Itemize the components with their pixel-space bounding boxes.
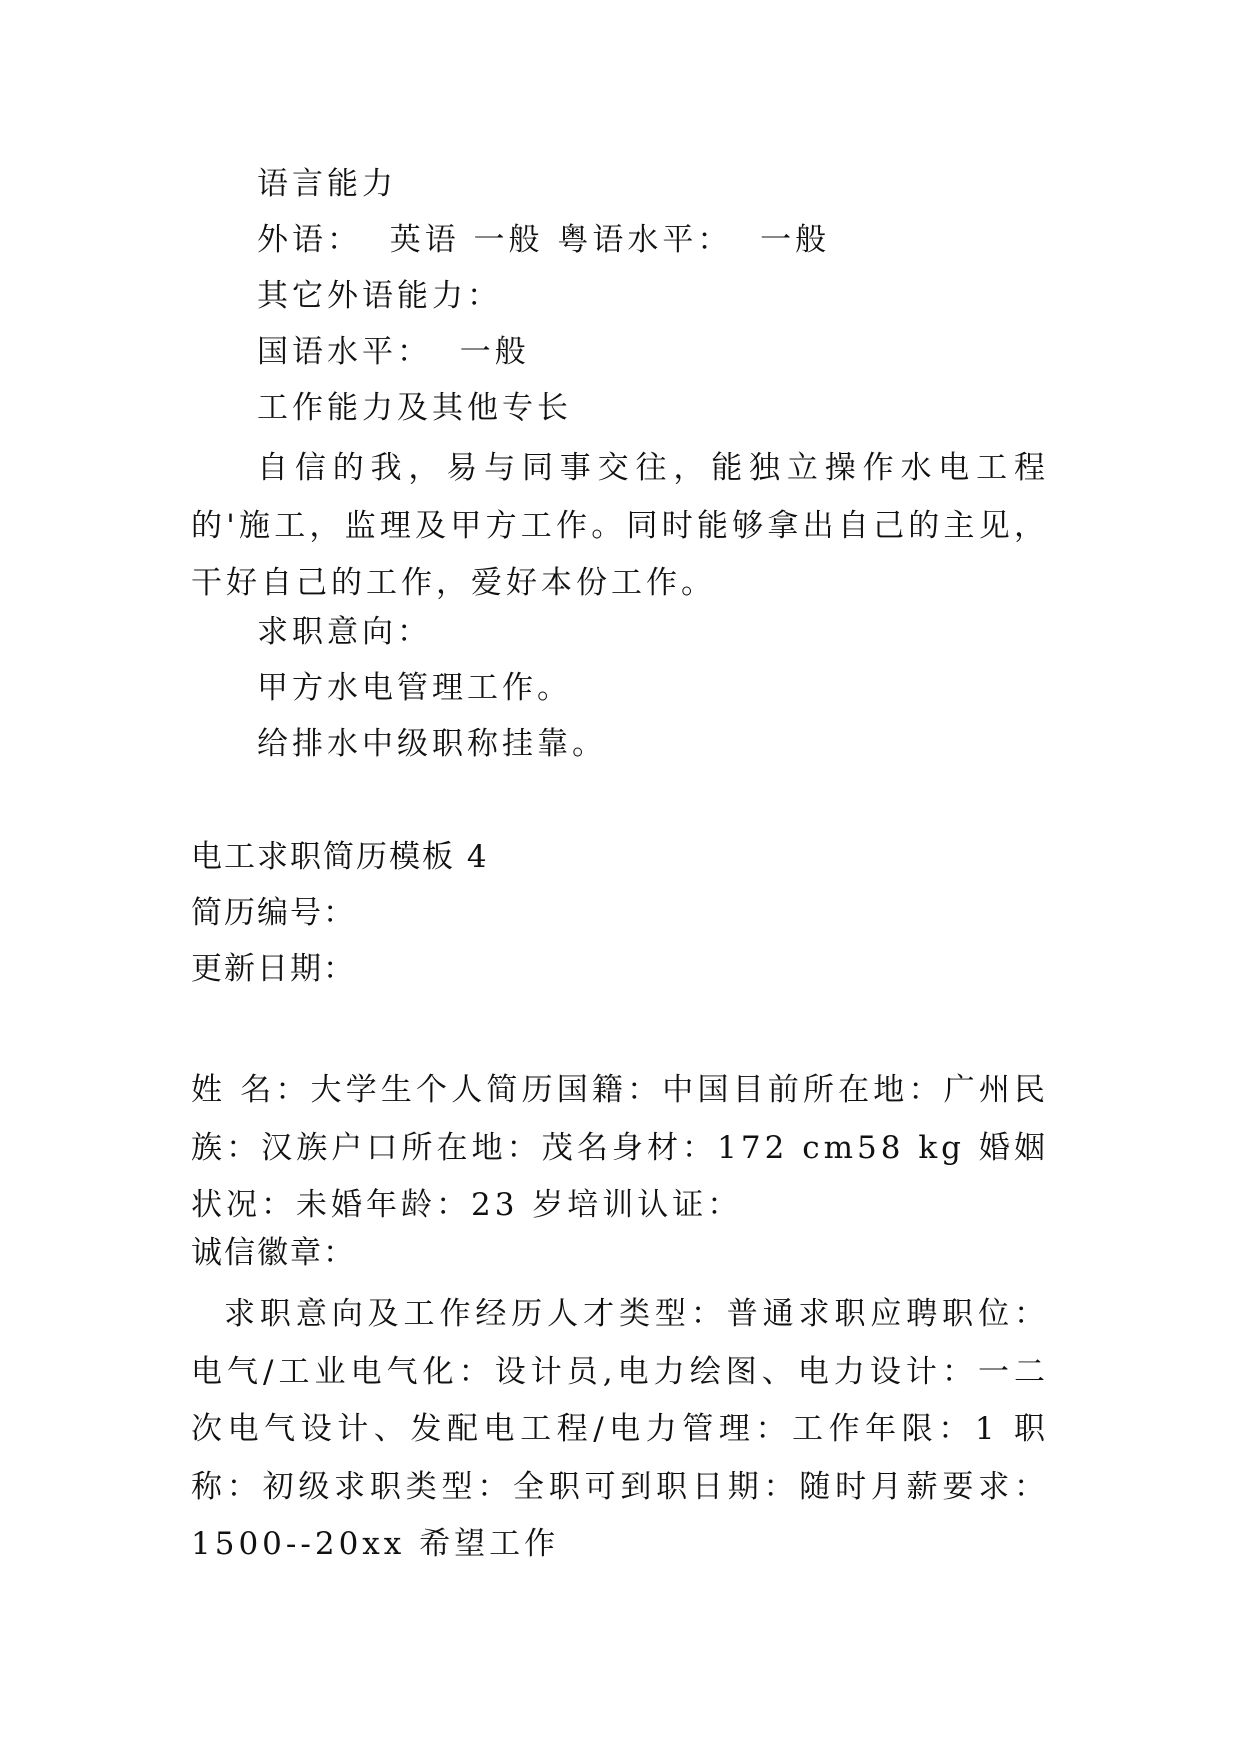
- language-section-title: 语言能力: [257, 166, 397, 202]
- foreign-language-line: 外语： 英语 一般 粤语水平： 一般: [257, 222, 831, 258]
- integrity-badge-label: 诚信徽章：: [191, 1235, 356, 1271]
- resume-number-label: 简历编号：: [191, 895, 356, 931]
- job-intent-item-1: 甲方水电管理工作。: [257, 670, 572, 706]
- profile-paragraph: 姓 名：大学生个人简历国籍：中国目前所在地：广州民族：汉族户口所在地：茂名身材：172 cm58 kg 婚姻状况：未婚年龄：23 岁培训认证：: [191, 1072, 1049, 1223]
- template4-heading: 电工求职简历模板 4: [191, 839, 489, 875]
- other-language-line: 其它外语能力：: [257, 278, 502, 314]
- job-intent-item-2: 给排水中级职称挂靠。: [257, 726, 607, 762]
- job-intent-experience-paragraph: 求职意向及工作经历人才类型：普通求职应聘职位：电气/工业电气化：设计员,电力绘图、电力设计：一二次电气设计、发配电工程/电力管理：工作年限：1 职称：初级求职类型：全职可到职日期：随时月薪要求：1500--20xx 希望工作: [191, 1296, 1049, 1562]
- skills-section-title: 工作能力及其他专长: [257, 390, 572, 426]
- mandarin-level-line: 国语水平： 一般: [257, 334, 530, 370]
- job-intent-title: 求职意向：: [257, 614, 432, 650]
- update-date-label: 更新日期：: [191, 951, 356, 987]
- skills-paragraph: 自信的我，易与同事交往，能独立操作水电工程的'施工，监理及甲方工作。同时能够拿出自己的主见，干好自己的工作，爱好本份工作。: [191, 450, 1049, 601]
